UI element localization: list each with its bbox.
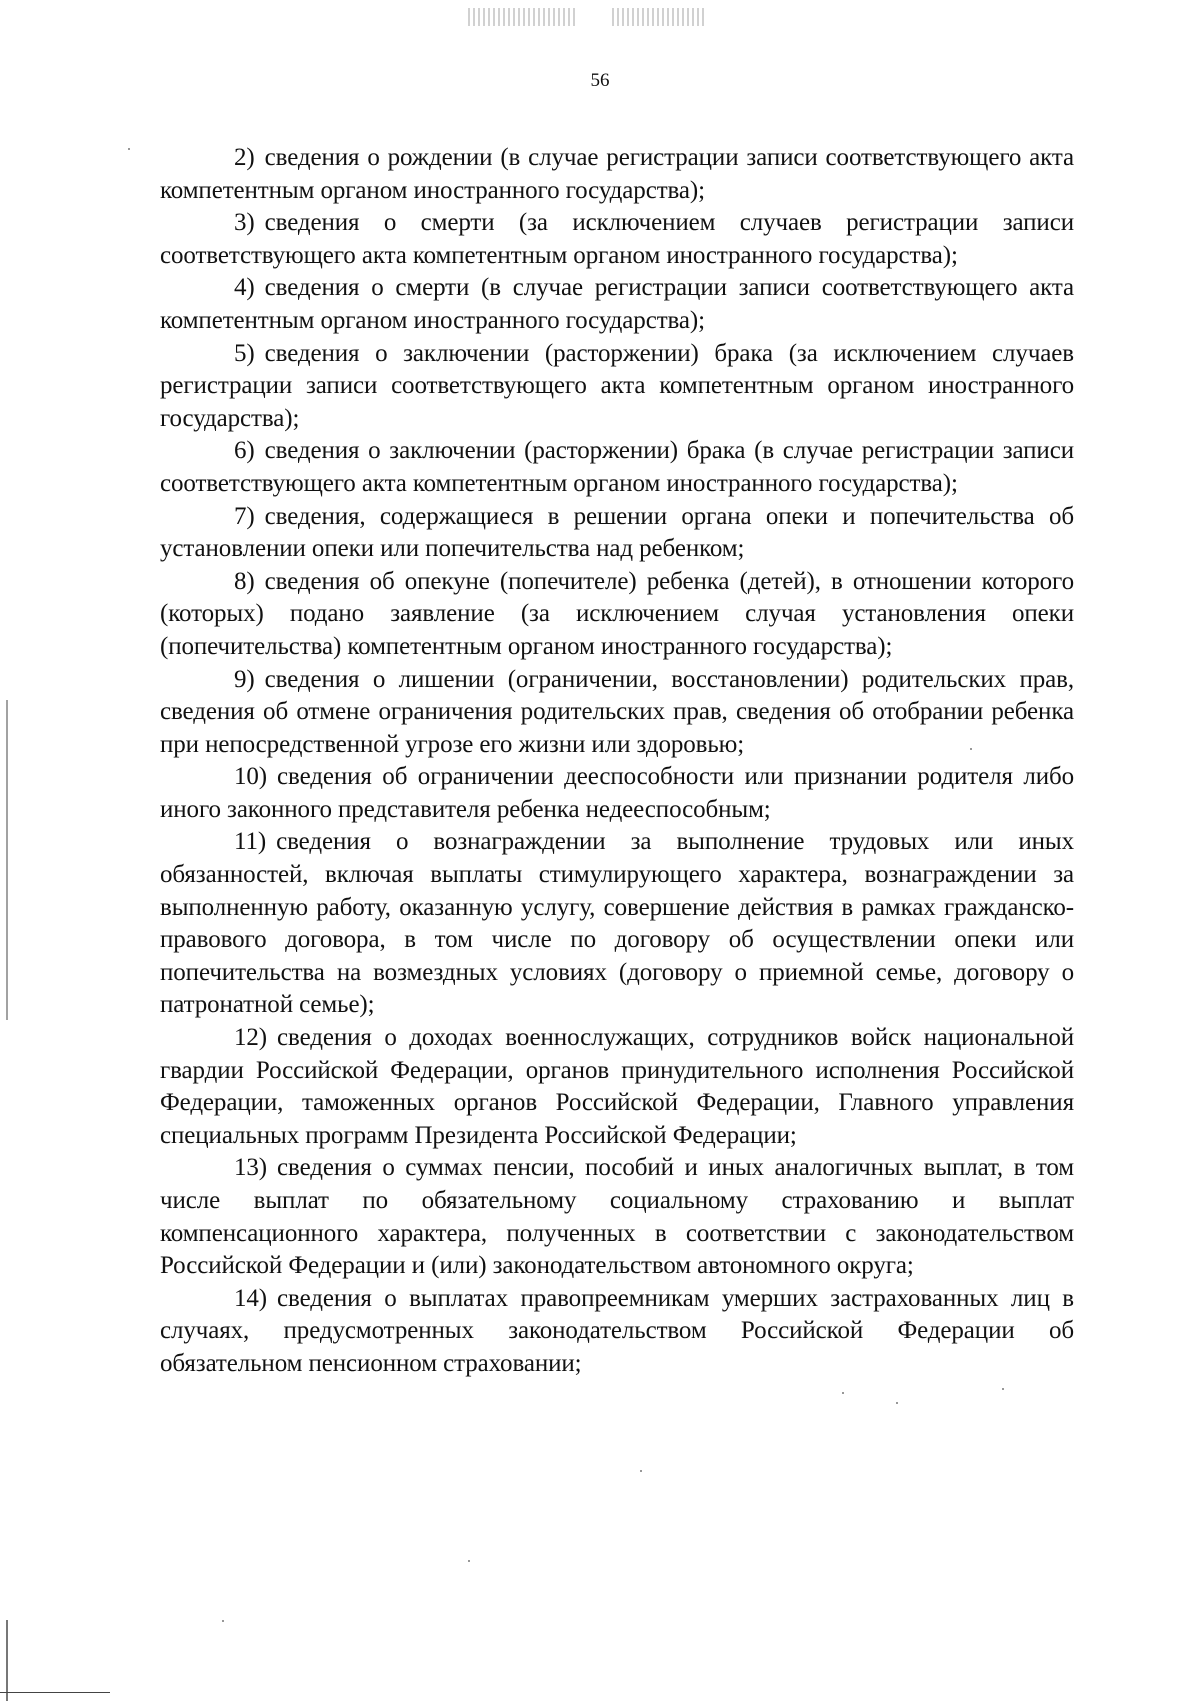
scan-speck (128, 148, 130, 150)
scan-speck (640, 1470, 642, 1472)
list-item (160, 501, 1074, 566)
list-item-number: 5) (234, 339, 255, 367)
list-item (160, 664, 1074, 762)
list-item-text: сведения о смерти (за исключением случаев регистрации записи соответствующего акта компетентным органом иностранного государства); (160, 209, 1074, 269)
scan-speck (222, 1620, 224, 1622)
scan-bottom-rule (0, 1692, 110, 1693)
scan-speck (1002, 1388, 1004, 1390)
list-item-number: 12) (234, 1024, 268, 1052)
list-item-text: сведения о выплатах правопреемникам умерших застрахованных лиц в случаях, предусмотренных законодательством Российской Федерации об обязательном пенсионном страховании; (160, 1284, 1074, 1377)
list-item-number: 7) (234, 502, 255, 530)
scan-artifact (612, 8, 704, 26)
list-item (160, 338, 1074, 436)
scan-speck (842, 1392, 844, 1394)
list-item-text: сведения о лишении (ограничении, восстановлении) родительских прав, сведения об отмене ограничения родительских прав, сведения об отобрании ребенка при непосредственной угрозе его жизни или здоровью; (160, 665, 1074, 758)
list-item-text: сведения о смерти (в случае регистрации записи соответствующего акта компетентным органом иностранного государства); (160, 274, 1074, 334)
list-item (160, 142, 1074, 207)
scan-margin-line (6, 1620, 8, 1701)
list-item (160, 1152, 1074, 1282)
list-item (160, 1283, 1074, 1381)
scan-artifact (468, 8, 578, 26)
scan-margin-line (6, 700, 8, 1020)
list-item-number: 11) (234, 828, 267, 856)
list-item-number: 6) (234, 437, 255, 465)
scan-speck (468, 1560, 470, 1562)
list-item-number: 13) (234, 1154, 268, 1182)
list-item-text: сведения о заключении (расторжении) брака (в случае регистрации записи соответствующего акта компетентным органом иностранного государства); (160, 437, 1074, 497)
list-item-number: 3) (234, 209, 255, 237)
scan-speck (970, 748, 972, 750)
list-item-text: сведения о суммах пенсии, пособий и иных аналогичных выплат, в том числе выплат по обязательному социальному страхованию и выплат компенсационного характера, полученных в соответствии с законодательством Российской Федерации и (или) законодательством автономного округа; (160, 1154, 1074, 1280)
list-item-number: 14) (234, 1284, 268, 1312)
list-item-number: 4) (234, 274, 255, 302)
list-item-text: сведения о заключении (расторжении) брака (за исключением случаев регистрации записи соответствующего акта компетентным органом иностранного государства); (160, 339, 1074, 432)
list-item-number: 10) (234, 763, 268, 791)
list-item-number: 8) (234, 567, 255, 595)
list-item-number: 2) (234, 144, 255, 171)
list-item-text: сведения о рождении (в случае регистрации записи соответствующего акта компетентным органом иностранного государства); (160, 144, 1074, 204)
list-item-number: 9) (234, 665, 255, 693)
list-item-text: сведения, содержащиеся в решении органа опеки и попечительства об установлении опеки или попечительства над ребенком; (160, 502, 1074, 563)
list-item-text: сведения о вознаграждении за выполнение трудовых или иных обязанностей, включая выплаты стимулирующего характера, вознаграждении за выполненную работу, оказанную услугу, совершение действия в рамках гражданско-правового договора, в том числе по договору об осуществлении опеки или попечительства на возмездных условиях (договору о приемной семье, договору о патронатной семье); (160, 828, 1074, 1019)
list-item (160, 1022, 1074, 1152)
list-item-text: сведения об опекуне (попечителе) ребенка (детей), в отношении которого (которых) подано заявление (за исключением случая установления опеки (попечительства) компетентным органом иностранного государства); (160, 567, 1074, 660)
page-number: 56 (590, 70, 610, 91)
list-item (160, 272, 1074, 337)
document-body (160, 142, 1074, 1381)
list-item (160, 826, 1074, 1022)
list-item (160, 761, 1074, 826)
list-item-text: сведения о доходах военнослужащих, сотрудников войск национальной гвардии Российской Федерации, органов принудительного исполнения Российской Федерации, таможенных органов Российской Федерации, Главного управления специальных программ Президента Российской Федерации; (160, 1024, 1074, 1149)
scan-speck (896, 1402, 898, 1404)
list-item (160, 566, 1074, 664)
list-item-text: сведения об ограничении дееспособности или признании родителя либо иного законного представителя ребенка недееспособным; (160, 763, 1074, 823)
list-item (160, 207, 1074, 272)
list-item (160, 435, 1074, 500)
